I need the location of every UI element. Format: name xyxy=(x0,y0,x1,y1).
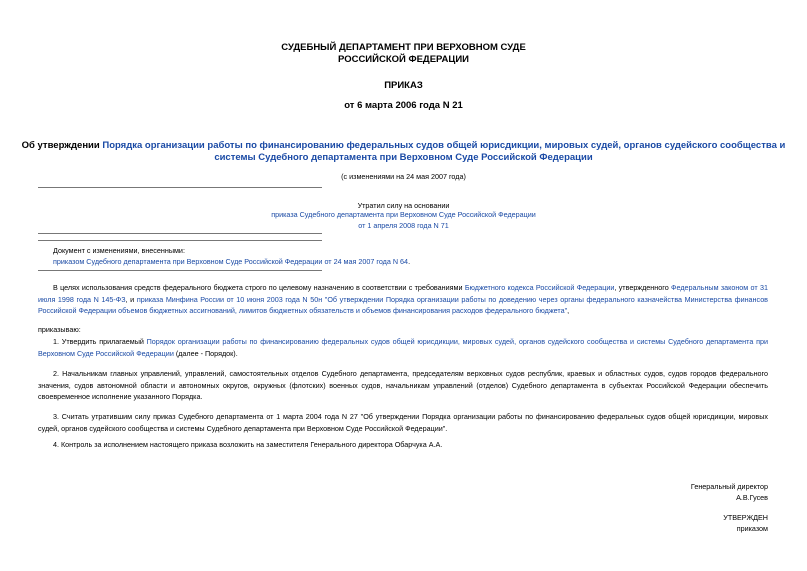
header-org-line2: РОССИЙСКОЙ ФЕДЕРАЦИИ xyxy=(337,54,469,65)
item-4-paragraph: 4. Контроль за исполнением настоящего приказа возложить на заместителя Генерального директора Обарчука А.А. xyxy=(53,440,443,449)
order-word: приказываю: xyxy=(38,325,81,334)
link-procedure-part1[interactable]: Порядок организации работы по финансированию федеральных судов общей юрисдикции, мировых судей, органов судейского сообщества и системы Судебного департамента при xyxy=(146,337,768,346)
divider-3 xyxy=(38,240,322,241)
divider-4 xyxy=(38,270,322,271)
link-minfin-order-part2[interactable]: Российской Федерации объемов бюджетных ассигнований, лимитов бюджетных обязательств и объемов финансирования расходов федерального бюджета" xyxy=(38,306,568,316)
header-doc-type: ПРИКАЗ xyxy=(384,80,423,91)
link-federal-law-part2[interactable]: июля 1998 года N 145-ФЗ xyxy=(38,294,126,304)
preamble-text-1: В целях использования средств федерального бюджета строго по целевому назначению в соответствии с требованиями xyxy=(53,283,465,292)
changes-suffix: . xyxy=(408,257,411,266)
signature-position: Генеральный директор xyxy=(690,482,768,491)
expired-link-order[interactable]: приказа Судебного департамента при Верховном Суде Российской Федерации xyxy=(271,210,536,219)
header-org-line1: СУДЕБНЫЙ ДЕПАРТАМЕНТ ПРИ ВЕРХОВНОМ СУДЕ xyxy=(281,42,526,53)
approved-by: приказом xyxy=(736,524,768,533)
amendment-note: (с изменениями на 24 мая 2007 года) xyxy=(341,172,466,181)
preamble-text-2: , утвержденного xyxy=(614,283,672,292)
item-1-paragraph xyxy=(38,336,768,359)
expired-label: Утратил силу на основании xyxy=(357,201,450,210)
item-1-text-1: 1. Утвердить прилагаемый xyxy=(53,337,147,346)
changes-line xyxy=(53,257,410,267)
changes-link[interactable]: приказом Судебного департамента при Верховном Суде Российской Федерации от 24 мая 2007 года N 64 xyxy=(53,257,409,266)
item-2-paragraph: 2. Начальникам главных управлений, управлений, самостоятельных отделов Судебного департамента, председателям верховных судов республик, краевых и областных судов, судов городов федерального значения, судов автономной области и автономных округов, окружных (флотских) военных судов, начальникам управлений (отделов) Судебного департамента в субъектах Российской Федерации обеспечить своевременное исполнение указанного Порядка. xyxy=(38,369,768,402)
header-date: от 6 марта 2006 года N 21 xyxy=(344,100,463,111)
approved-label: УТВЕРЖДЕН xyxy=(723,513,768,522)
item-3-paragraph: 3. Считать утратившим силу приказ Судебного департамента от 1 марта 2004 года N 27 "Об утверждении Порядка организации работы по финансированию федеральных судов общей юрисдикции, мировых судей, органов судейского сообщества и системы Судебного департамента при Верховном Суде Российской Федерации". xyxy=(38,412,768,433)
divider-2 xyxy=(38,233,322,234)
preamble-paragraph xyxy=(38,282,768,317)
document-title xyxy=(20,140,787,163)
title-link-line1[interactable]: Порядка организации работы по финансированию федеральных судов общей юрисдикции, мировых судей, органов судейского сообщества и xyxy=(102,140,786,151)
title-prefix: Об утверждении xyxy=(21,140,103,151)
changes-label: Документ с изменениями, внесенными: xyxy=(53,246,185,255)
divider-1 xyxy=(38,187,322,188)
item-1-text-2: (далее - Порядок). xyxy=(173,348,238,358)
link-procedure-part2[interactable]: Верховном Суде Российской Федерации xyxy=(38,348,174,358)
link-minfin-order-part1[interactable]: приказа Минфина России от 10 июня 2003 года N 50н "Об утверждении Порядка организации работы по доведению через органы федерального казначейства Министерства финансов xyxy=(136,294,769,304)
signature-name: А.В.Гусев xyxy=(736,493,768,502)
expired-link-date[interactable]: от 1 апреля 2008 года N 71 xyxy=(358,221,449,230)
link-budget-code[interactable]: Бюджетного кодекса Российской Федерации xyxy=(464,283,615,292)
preamble-text-4: , xyxy=(567,306,570,316)
preamble-text-3: , и xyxy=(125,294,137,304)
link-federal-law-part1[interactable]: Федеральным законом от 31 xyxy=(671,283,768,292)
title-link-line2[interactable]: системы Судебного департамента при Верховном Суде Российской Федерации xyxy=(214,151,593,163)
